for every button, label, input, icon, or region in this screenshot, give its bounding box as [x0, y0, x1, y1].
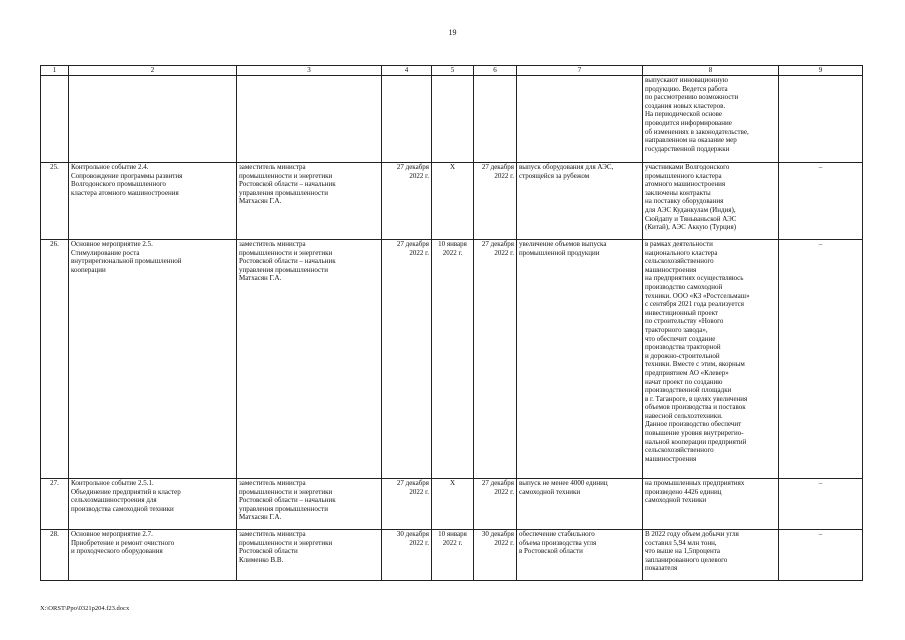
cell-text-line: продукцию. Ведется работа	[645, 84, 728, 93]
cell-text-line: самоходной техники	[519, 487, 581, 496]
planned-date-cell	[382, 479, 432, 530]
cell-text-line: Контрольное событие 2.5.1.	[71, 479, 154, 487]
cell-text-line: Контрольное событие 2.4.	[71, 163, 149, 171]
cell-text-line: Основное мероприятие 2.7.	[71, 530, 153, 538]
column-header: 3	[237, 66, 382, 76]
column-header: 4	[382, 66, 432, 76]
cell-text: –	[818, 479, 823, 487]
column-header: 8	[643, 66, 779, 76]
table-row	[41, 76, 863, 163]
cell-text-line: атомного машиностроения	[645, 180, 726, 189]
cell-text-line: на промышленных предприятиях	[645, 479, 745, 487]
cell-text-line: увеличение объемов выпуска	[519, 240, 607, 248]
cell-text-line: Ростовской области – начальник	[239, 496, 336, 505]
cell-text: 26.	[50, 240, 59, 248]
cell-text-line: начат проект по созданию	[645, 377, 723, 386]
cell-text-line: по строительству «Нового	[645, 317, 724, 326]
page-number: 19	[448, 28, 457, 37]
cell-text-line: Ростовской области	[239, 547, 298, 556]
event-name-cell	[69, 530, 237, 581]
cell-text-line: направленном на оказание мер	[645, 136, 737, 145]
actual-start-date-cell	[432, 76, 474, 163]
cell-text-line: произведено 4426 единиц	[645, 487, 722, 496]
cell-text-line: выпуск оборудования для АЭС,	[519, 163, 614, 171]
column-header: 6	[474, 66, 517, 76]
cell-text-line: составил 5,94 млн тонн,	[645, 538, 717, 547]
cell-text-line: Сопровождение программы развития	[71, 171, 183, 180]
note-cell	[779, 240, 863, 479]
cell-text-line: навесной сельхозтехники.	[645, 411, 723, 420]
cell-text-line: выпускают инновационную	[645, 76, 728, 84]
cell-text-line: Матхасян Г.А.	[239, 274, 282, 283]
row-number-cell	[41, 530, 69, 581]
expected-result-cell	[517, 76, 643, 163]
cell-text-line: Ростовской области – начальник	[239, 180, 336, 189]
cell-text-line: управления промышленности	[239, 504, 328, 513]
planned-date-cell	[382, 76, 432, 163]
cell-text-line: Х	[449, 163, 456, 171]
column-header: 9	[779, 66, 863, 76]
cell-text-line: объема производства угля	[519, 538, 597, 547]
cell-text-line: 2022 г.	[409, 248, 429, 257]
actual-start-date-cell	[432, 240, 474, 479]
cell-text-line: Приобретение и ремонт очистного	[71, 538, 175, 547]
cell-text-line: внутрирегиональной промышленной	[71, 257, 182, 266]
cell-text-line: Основное мероприятие 2.5.	[71, 240, 153, 248]
cell-text-line: заместитель министра	[239, 530, 306, 538]
cell-text: –	[818, 163, 823, 171]
cell-text-line: Ростовской области – начальник	[239, 257, 336, 266]
cell-text-line: участниками Волгодонского	[645, 163, 730, 171]
row-number-cell	[41, 76, 69, 163]
cell-text-line: Стимулирование роста	[71, 248, 140, 257]
cell-text-line: что обеспечит создание	[645, 334, 716, 343]
cell-text-line: 2022 г.	[409, 171, 429, 180]
cell-text-line: машиностроения	[645, 454, 697, 463]
cell-text-line: 2022 г.	[442, 248, 463, 257]
cell-text-line: создания новых кластеров.	[645, 101, 726, 110]
cell-text-line: промышленности и энергетики	[239, 248, 333, 257]
note-cell	[779, 76, 863, 163]
event-name-cell	[69, 479, 237, 530]
cell-text-line: с сентября 2021 года реализуется	[645, 300, 744, 309]
event-name-cell	[69, 163, 237, 240]
cell-text-line: строящейся за рубежом	[519, 171, 590, 180]
actual-end-date-cell	[474, 76, 517, 163]
cell-text-line: кластера атомного машиностроения	[71, 188, 179, 197]
cell-text-line: производства тракторной	[645, 343, 721, 352]
table-row	[41, 479, 863, 530]
cell-text: –	[818, 240, 823, 248]
actual-start-date-cell	[432, 479, 474, 530]
cell-text-line: производство самоходной	[645, 282, 723, 291]
cell-text-line: Данное производство обеспечит	[645, 420, 742, 429]
cell-text-line: показателя	[645, 564, 678, 573]
cell-text-line: объемов производства и поставок	[645, 403, 746, 412]
cell-text-line: самоходной техники	[645, 496, 707, 505]
column-header: 2	[69, 66, 237, 76]
cell-text-line: Матхасян Г.А.	[239, 197, 282, 206]
actual-start-date-cell	[432, 530, 474, 581]
cell-text-line: по рассмотрению возможности	[645, 93, 739, 102]
report-table	[40, 65, 863, 581]
cell-text-line: промышленного кластера	[645, 171, 722, 180]
cell-text-line: тракторного завода»,	[645, 325, 708, 334]
event-name-cell	[69, 76, 237, 163]
cell-text-line: предприятием АО «Клевер»	[645, 368, 729, 377]
table-row	[41, 163, 863, 240]
cell-text-line: повышение уровня внутрирегио-	[645, 429, 744, 438]
row-number-cell	[41, 163, 69, 240]
expected-result-cell	[517, 240, 643, 479]
cell-text-line: 30 декабря	[481, 530, 514, 538]
cell-text-line: заместитель министра	[239, 240, 306, 248]
cell-text-line: 30 декабря	[396, 530, 429, 538]
cell-text-line: национального кластера	[645, 248, 718, 257]
cell-text-line: запланированного целевого	[645, 555, 728, 564]
cell-text-line: Клименко В.В.	[239, 555, 284, 564]
cell-text-line: в г. Таганроге, в целях увеличения	[645, 394, 748, 403]
cell-text: 28.	[50, 530, 59, 538]
cell-text-line: и проходческого оборудования	[71, 547, 163, 556]
cell-text-line: 27 декабря	[396, 479, 429, 487]
row-number-cell	[41, 240, 69, 479]
cell-text-line: техники. Вместе с этим, якорным	[645, 360, 745, 369]
column-header: 7	[517, 66, 643, 76]
cell-text-line: Матхасян Г.А.	[239, 513, 282, 522]
cell-text-line: обеспечение стабильного	[519, 530, 595, 538]
cell-text-line: управления промышленности	[239, 188, 328, 197]
cell-text-line: сельхозмашиностроения для	[71, 496, 157, 505]
cell-text-line: выпуск не менее 4000 единиц	[519, 479, 608, 487]
cell-text-line: Объединение предприятий в кластер	[71, 487, 181, 496]
actual-end-date-cell	[474, 530, 517, 581]
planned-date-cell	[382, 240, 432, 479]
cell-text-line: 27 декабря	[481, 479, 514, 487]
cell-text-line: (Китай), АЭС Аккую (Турция)	[645, 223, 737, 232]
note-cell	[779, 163, 863, 240]
cell-text-line: сельскохозяйственного	[645, 257, 714, 266]
cell-text-line: заместитель министра	[239, 163, 306, 171]
cell-text-line: техники. ООО «КЗ «Ростсельмаш»	[645, 291, 750, 300]
cell-text-line: Волгодонского промышленного	[71, 180, 166, 189]
actual-result-cell	[643, 240, 779, 479]
cell-text-line: сельскохозяйственного	[645, 446, 714, 455]
cell-text: 27.	[50, 479, 59, 487]
cell-text-line: 2022 г.	[494, 171, 514, 180]
cell-text-line: на предприятиях осуществляюсь	[645, 274, 744, 283]
cell-text-line: в рамках деятельности	[645, 240, 713, 248]
planned-date-cell	[382, 530, 432, 581]
cell-text-line: В 2022 году объем добычи угля	[645, 530, 739, 538]
note-cell	[779, 479, 863, 530]
cell-text-line: промышленности и энергетики	[239, 171, 333, 180]
cell-text-line: промышленности и энергетики	[239, 487, 333, 496]
cell-text-line: инвестиционный проект	[645, 308, 718, 317]
cell-text-line: промышленной продукции	[519, 248, 600, 257]
cell-text-line: 27 декабря	[481, 240, 514, 248]
cell-text-line: 27 декабря	[481, 163, 514, 171]
cell-text-line: Сюйдапу и Тяньваньской АЭС	[645, 214, 737, 223]
actual-start-date-cell	[432, 163, 474, 240]
cell-text-line: 10 января	[438, 530, 467, 538]
cell-text-line: 27 декабря	[396, 163, 429, 171]
responsible-person-cell	[237, 240, 382, 479]
cell-text-line: промышленности и энергетики	[239, 538, 333, 547]
cell-text-line: 2022 г.	[494, 487, 514, 496]
cell-text-line: государственной поддержки	[645, 144, 730, 153]
responsible-person-cell	[237, 530, 382, 581]
table-row	[41, 530, 863, 581]
responsible-person-cell	[237, 163, 382, 240]
cell-text-line: и дорожно-строительной	[645, 351, 720, 360]
cell-text-line: в Ростовской области	[519, 547, 583, 556]
actual-result-cell	[643, 530, 779, 581]
cell-text-line: заключены контракты	[645, 188, 711, 197]
cell-text-line: проводится информирование	[645, 118, 732, 127]
table-row	[41, 240, 863, 479]
cell-text-line: 2022 г.	[409, 487, 429, 496]
cell-text-line: 2022 г.	[442, 538, 463, 547]
actual-result-cell	[643, 479, 779, 530]
column-header: 1	[41, 66, 69, 76]
cell-text: 25.	[50, 163, 59, 171]
planned-date-cell	[382, 163, 432, 240]
cell-text-line: 2022 г.	[409, 538, 429, 547]
cell-text-line: производства самоходной техники	[71, 504, 174, 513]
expected-result-cell	[517, 530, 643, 581]
cell-text-line: 2022 г.	[494, 538, 514, 547]
responsible-person-cell	[237, 479, 382, 530]
actual-result-cell	[643, 163, 779, 240]
table-body	[41, 76, 863, 581]
cell-text-line: на поставку оборудования	[645, 197, 724, 206]
cell-text-line: 2022 г.	[494, 248, 514, 257]
cell-text-line: На периодической основе	[645, 110, 722, 119]
header-row	[41, 66, 863, 76]
cell-text: –	[818, 530, 823, 538]
cell-text-line: производственной площадки	[645, 386, 732, 395]
actual-end-date-cell	[474, 479, 517, 530]
actual-end-date-cell	[474, 240, 517, 479]
cell-text-line: об изменениях в законодательстве,	[645, 127, 749, 136]
responsible-person-cell	[237, 76, 382, 163]
cell-text-line: управления промышленности	[239, 265, 328, 274]
cell-text-line: машиностроения	[645, 265, 697, 274]
cell-text-line: что выше на 1,5процента	[645, 547, 720, 556]
column-header: 5	[432, 66, 474, 76]
actual-result-cell	[643, 76, 779, 163]
cell-text-line: для АЭС Куданкулам (Индия),	[645, 205, 736, 214]
note-cell	[779, 530, 863, 581]
cell-text-line: кооперации	[71, 265, 106, 274]
cell-text-line: нальной кооперации предприятий	[645, 437, 747, 446]
cell-text-line: 27 декабря	[396, 240, 429, 248]
event-name-cell	[69, 240, 237, 479]
expected-result-cell	[517, 479, 643, 530]
footer-file-path: X:\ORST\Ppo\0321p204.f23.docx	[40, 605, 130, 612]
cell-text-line: заместитель министра	[239, 479, 306, 487]
cell-text-line: Х	[449, 479, 456, 487]
cell-text-line: 10 января	[438, 240, 467, 248]
expected-result-cell	[517, 163, 643, 240]
actual-end-date-cell	[474, 163, 517, 240]
row-number-cell	[41, 479, 69, 530]
